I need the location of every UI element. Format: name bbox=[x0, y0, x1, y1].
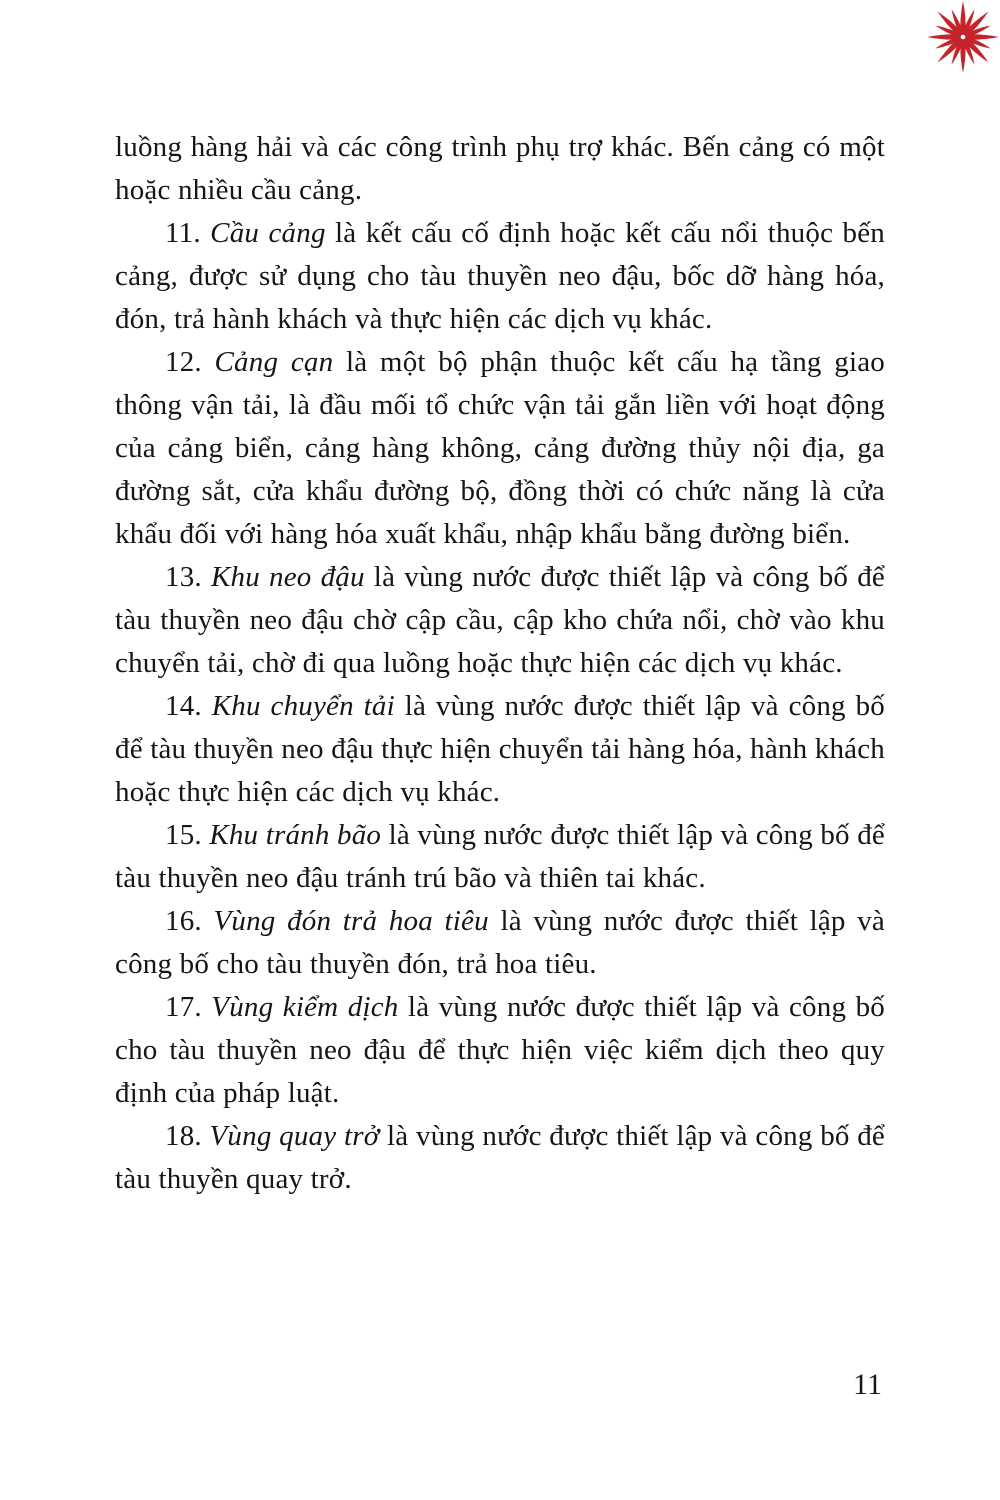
defined-term: Vùng quay trở bbox=[209, 1120, 380, 1152]
body-text: là vùng nước được thiết lập và công bố để tàu thuyền neo đậu thực hiện chuyển tải hàng hóa, hành khách hoặc thực hiện các dịch vụ khác. bbox=[115, 690, 885, 808]
starburst-emblem-icon bbox=[922, 0, 1000, 78]
body-text: là vùng nước được thiết lập và công bố cho tàu thuyền neo đậu để thực hiện việc kiểm dịch theo quy định của pháp luật. bbox=[115, 991, 885, 1109]
body-text: là vùng nước được thiết lập và công bố để tàu thuyền quay trở. bbox=[115, 1120, 886, 1195]
defined-term: Vùng đón trả hoa tiêu bbox=[213, 905, 489, 937]
body-text: là vùng nước được thiết lập và công bố để tàu thuyền neo đậu chờ cập cầu, cập kho chứa nổi, chờ vào khu chuyển tải, chờ đi qua luồng hoặc thực hiện các dịch vụ khác. bbox=[115, 561, 886, 679]
body-text: là kết cấu cố định hoặc kết cấu nổi thuộc bến cảng, được sử dụng cho tàu thuyền neo đậu, bốc dỡ hàng hóa, đón, trả hành khách và thực hiện các dịch vụ khác. bbox=[115, 217, 885, 335]
defined-term: Cầu cảng bbox=[210, 217, 326, 249]
paragraph bbox=[115, 685, 885, 814]
text-block bbox=[115, 126, 885, 1201]
body-text: 16. bbox=[165, 905, 214, 937]
body-text: là vùng nước được thiết lập và công bố cho tàu thuyền đón, trả hoa tiêu. bbox=[115, 905, 885, 980]
defined-term: Vùng kiểm dịch bbox=[211, 991, 399, 1023]
body-text: 12. bbox=[165, 346, 215, 378]
paragraph bbox=[115, 814, 885, 900]
page-number: 11 bbox=[853, 1368, 882, 1401]
body-text: 14. bbox=[165, 690, 212, 722]
defined-term: Cảng cạn bbox=[214, 346, 334, 378]
paragraph bbox=[115, 1115, 885, 1201]
defined-term: Khu chuyển tải bbox=[211, 690, 395, 722]
body-text: 18. bbox=[165, 1120, 210, 1152]
body-text: là một bộ phận thuộc kết cấu hạ tầng giao thông vận tải, là đầu mối tổ chức vận tải gắn liền với hoạt động của cảng biển, cảng hàng không, cảng đường thủy nội địa, ga đường sắt, cửa khẩu đường bộ, đồng thời có chức năng là cửa khẩu đối với hàng hóa xuất khẩu, nhập khẩu bằng đường biển. bbox=[115, 346, 885, 550]
paragraph bbox=[115, 126, 885, 212]
publisher-logo-icon bbox=[922, 0, 1000, 78]
paragraph bbox=[115, 986, 885, 1115]
paragraph bbox=[115, 341, 885, 556]
body-text: 15. bbox=[165, 819, 210, 851]
defined-term: Khu tránh bão bbox=[209, 819, 382, 851]
body-text: 13. bbox=[165, 561, 211, 593]
body-text: 11. bbox=[165, 217, 211, 249]
body-text: 17. bbox=[165, 991, 212, 1023]
paragraph bbox=[115, 900, 885, 986]
paragraph bbox=[115, 556, 885, 685]
body-text: luồng hàng hải và các công trình phụ trợ khác. Bến cảng có một hoặc nhiều cầu cảng. bbox=[115, 131, 885, 206]
defined-term: Khu neo đậu bbox=[210, 561, 365, 593]
paragraph bbox=[115, 212, 885, 341]
body-text: là vùng nước được thiết lập và công bố để tàu thuyền neo đậu tránh trú bão và thiên tai khác. bbox=[115, 819, 885, 894]
